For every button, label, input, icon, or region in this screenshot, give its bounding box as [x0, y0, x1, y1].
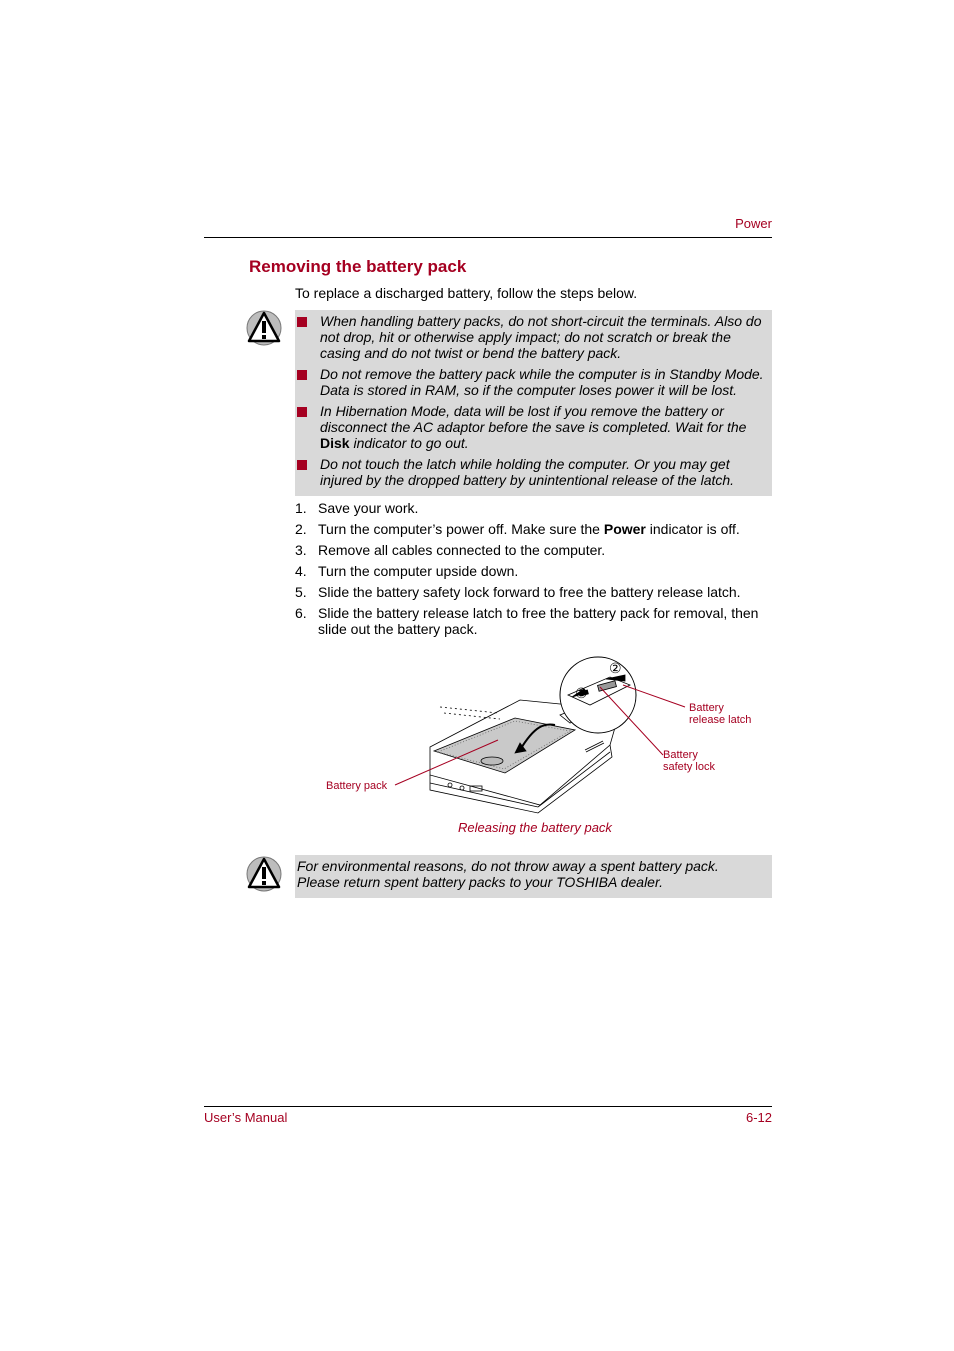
section-title: Removing the battery pack: [249, 257, 467, 276]
caution-box: [295, 310, 772, 496]
header-rule: [204, 237, 772, 238]
square-bullet-icon: [297, 407, 307, 417]
label-battery-release-latch: Battery release latch: [689, 702, 752, 726]
caution-icon: [246, 310, 282, 346]
square-bullet-icon: [297, 460, 307, 470]
step-item: 4. Turn the computer upside down.: [295, 563, 519, 579]
step-item: 5. Slide the battery safety lock forward to free the battery release latch.: [295, 584, 741, 600]
step-item: 3. Remove all cables connected to the computer.: [295, 542, 606, 558]
caution-item: When handling battery packs, do not short-circuit the terminals. Also do not drop, hit or otherwise apply impact; do not scratch or break the casing and do not twist or bend the battery pack.: [295, 313, 772, 361]
callout-leader-lines: [380, 660, 700, 800]
figure-caption: Releasing the battery pack: [458, 820, 612, 835]
square-bullet-icon: [297, 317, 307, 327]
step-item: 2. Turn the computer’s power off. Make sure the Power indicator is off.: [295, 521, 740, 537]
page-number: 6-12: [745, 1110, 772, 1125]
label-battery-safety-lock: Battery safety lock: [663, 749, 715, 773]
power-indicator-name: Power: [603, 521, 646, 537]
caution-item: Do not touch the latch while holding the computer. Or you may get injured by the dropped battery by unintentional release of the latch.: [295, 456, 772, 488]
marker-one: ①: [575, 685, 588, 701]
intro-text: To replace a discharged battery, follow the steps below.: [295, 285, 638, 301]
caution-item: Do not remove the battery pack while the computer is in Standby Mode. Data is stored in RAM, so if the computer loses power it will be lost.: [295, 366, 772, 398]
label-battery-pack: Battery pack: [326, 780, 388, 792]
disk-indicator-name: Disk: [320, 435, 350, 451]
footer-manual-title: User’s Manual: [204, 1110, 288, 1125]
square-bullet-icon: [297, 370, 307, 380]
note-box: For environmental reasons, do not throw away a spent battery pack. Please return spent battery packs to your TOSHIBA dealer.: [295, 855, 772, 898]
caution-icon: [246, 856, 282, 892]
marker-two: ②: [609, 660, 622, 676]
step-item: 6. Slide the battery release latch to free the battery pack for removal, then slide out the battery pack.: [295, 605, 759, 637]
running-header: Power: [735, 216, 772, 231]
step-item: 1. Save your work.: [295, 500, 419, 516]
caution-item: In Hibernation Mode, data will be lost if you remove the battery or disconnect the AC adaptor before the save is completed. Wait for the Disk indicator to go out.: [295, 403, 772, 451]
footer-rule: [204, 1106, 772, 1107]
